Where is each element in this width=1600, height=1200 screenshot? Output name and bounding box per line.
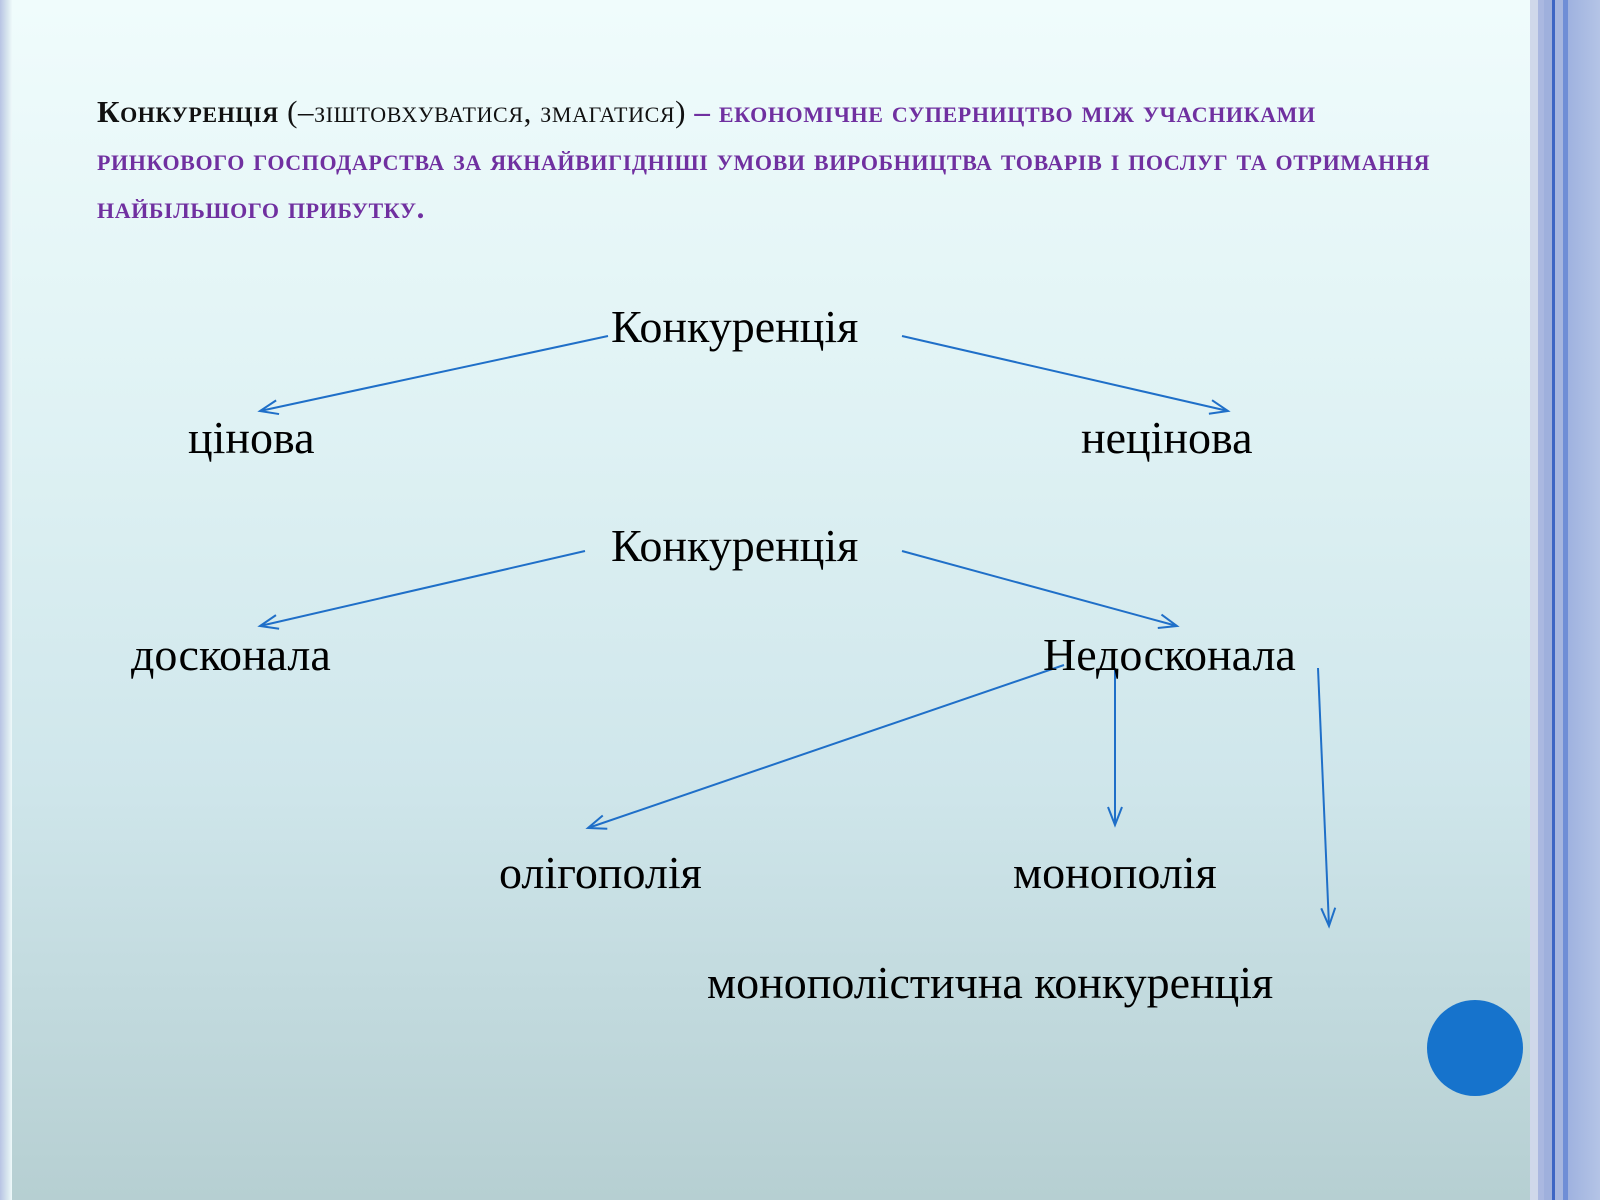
diagram2-monopoly: монополія [1013, 847, 1217, 898]
diagram2-imperfect-competition: Недосконала [1043, 629, 1296, 680]
diagram1-price-competition: цінова [188, 412, 315, 463]
decorative-circle [1427, 1000, 1523, 1096]
diagram2-perfect-competition: досконала [131, 629, 331, 680]
arrow-root1-to-nonprice [902, 336, 1228, 411]
diagram1-root: Конкуренція [611, 301, 859, 352]
arrow-root2-to-imperfect [902, 551, 1177, 626]
definition-etymology: (–зіштовхуватися, змагатися) [278, 94, 695, 129]
definition-term: Конкуренція [97, 94, 279, 129]
definition-body: – економічне суперництво між учасниками ринкового господарства за якнайвигідніші умови виробництва товарів і послуг та отримання найбільшого прибутку. [97, 94, 1431, 225]
diagram2-monopolistic-competition: монополістична конкуренція [707, 957, 1274, 1008]
arrow-root1-to-price [260, 336, 608, 411]
arrow-imperfect-to-monopolistic [1318, 668, 1329, 926]
diagram1-nonprice-competition: нецінова [1081, 412, 1253, 463]
arrow-root2-to-perfect [260, 551, 585, 626]
diagram2-oligopoly: олігополія [499, 847, 702, 898]
arrow-imperfect-to-oligopoly [588, 665, 1064, 828]
diagram2-root: Конкуренція [611, 520, 859, 571]
